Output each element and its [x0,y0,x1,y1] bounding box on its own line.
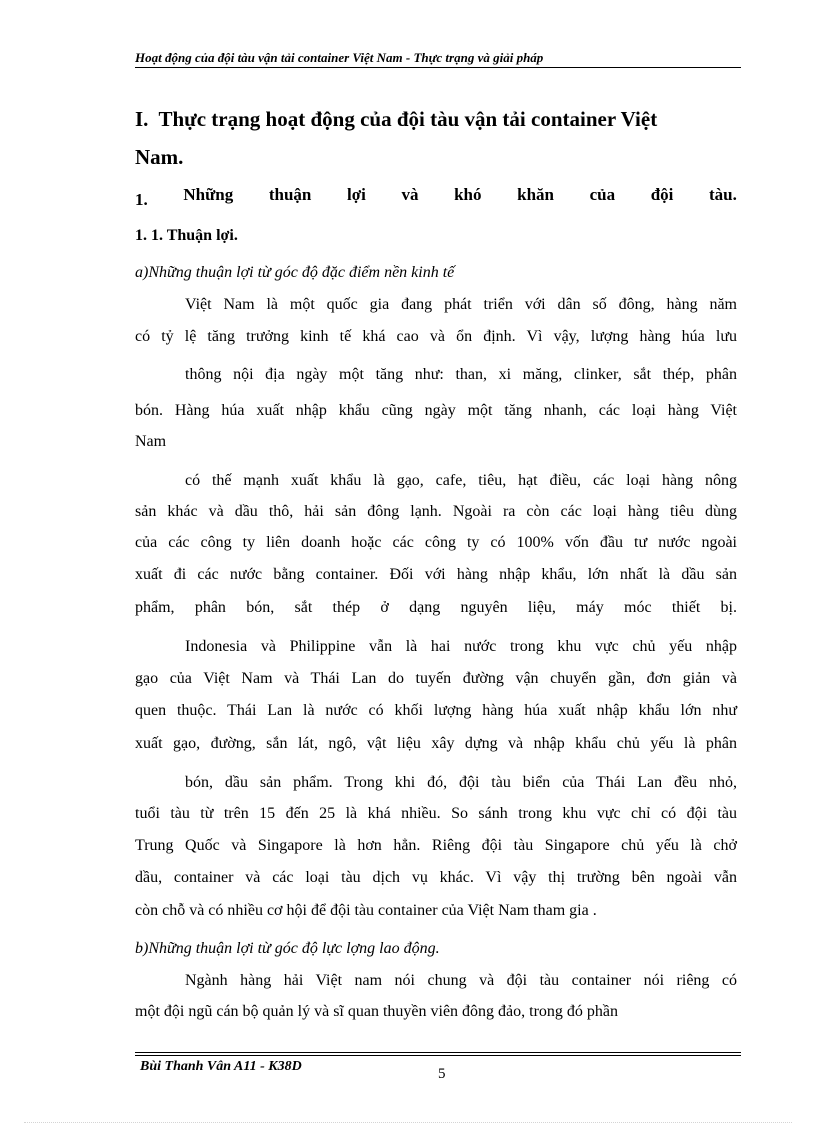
body-line: có tỷ lệ tăng trưởng kinh tế khá cao và ổn định. Vì vậy, lượng hàng húa lưu [135,328,737,345]
subsection-word: Những [183,185,234,204]
section-number: I. [135,107,149,131]
subsection-word: đội [650,185,674,204]
body-line: xuất gạo, đường, sắn lát, ngô, vật liệu xây dựng và nhập khẩu chủ yếu là phân [135,735,737,752]
body-line: Việt Nam là một quốc gia đang phát triển với dân số đông, hàng năm [185,296,737,313]
running-header: Hoạt động của đội tàu vận tải container Việt Nam - Thực trạng và giải pháp [135,50,544,65]
subsection-word: thuận [268,185,312,204]
subheading-b: b)Những thuận lợi từ góc độ lực lợng lao động. [135,940,440,957]
body-line: Ngành hàng hải Việt nam nói chung và đội tàu container nói riêng có [185,972,737,989]
body-line: bón. Hàng húa xuất nhập khẩu cũng ngày một tăng nhanh, các loại hàng Việt [135,402,737,419]
body-line: thông nội địa ngày một tăng như: than, xi măng, clinker, sắt thép, phân [185,366,737,383]
subsection-word: khăn [517,185,554,204]
body-line: Indonesia và Philippine vẫn là hai nước trong khu vực chủ yếu nhập [185,638,737,655]
section-heading [135,100,737,176]
subsection-heading [135,183,737,212]
subsection-word: của [589,185,616,204]
footer-rule [135,1052,741,1053]
subsection-word: khó [454,185,482,204]
subsection-number: 1. [135,190,148,209]
subsection-word: lợi [347,185,366,204]
body-line: của các công ty liên doanh hoặc các công ty có 100% vốn đầu tư nước ngoài [135,534,737,551]
page-number: 5 [438,1066,446,1082]
body-line: Trung Quốc và Singapore là hơn hẳn. Riêng đội tàu Singapore chủ yếu là chở [135,837,737,854]
subsubsection-heading: 1. 1. Thuận lợi. [135,227,238,244]
header-rule [135,67,741,68]
body-line: một đội ngũ cán bộ quản lý và sĩ quan thuyền viên đông đảo, trong đó phần [135,1003,619,1020]
subsection-word: tàu. [709,185,737,204]
subheading-a: a)Những thuận lợi từ góc độ đặc điểm nền kinh tế [135,264,455,281]
body-line: sản khác và dầu thô, hải sản đông lạnh. Ngoài ra còn các loại hàng tiêu dùng [135,503,737,520]
body-line: bón, dầu sản phẩm. Trong khi đó, đội tàu biển của Thái Lan đều nhỏ, [185,774,737,791]
body-line: còn chỗ và có nhiều cơ hội để đội tàu container của Việt Nam tham gia . [135,902,597,919]
body-line: có thế mạnh xuất khẩu là gạo, cafe, tiêu, hạt điều, các loại hàng nông [185,472,737,489]
footer-rule [135,1055,741,1056]
section-title-line1: Thực trạng hoạt động của đội tàu vận tải container Việt [158,107,658,131]
body-line: quen thuộc. Thái Lan là nước có khối lượng hàng húa xuất nhập khẩu lớn như [135,702,737,719]
footer-author: Bùi Thanh Vân A11 - K38D [140,1059,302,1074]
body-line: dầu, container và các loại tàu dịch vụ khác. Vì vậy thị trường bên ngoài vẫn [135,869,737,886]
body-line: xuất đi các nước bằng container. Đối với hàng nhập khẩu, lớn nhất là dầu sản [135,566,737,583]
body-line: tuổi tàu từ trên 15 đến 25 là khá nhiều. So sánh trong khu vực chỉ có đội tàu [135,805,737,822]
body-line: gạo của Việt Nam và Thái Lan do tuyến đường vận chuyển gần, đơn giản và [135,670,737,687]
body-line: phẩm, phân bón, sắt thép ở dạng nguyên liệu, máy móc thiết bị. [135,599,737,616]
subsection-word: và [401,185,419,204]
section-title-line2: Nam. [135,145,184,169]
body-line: Nam [135,433,167,450]
